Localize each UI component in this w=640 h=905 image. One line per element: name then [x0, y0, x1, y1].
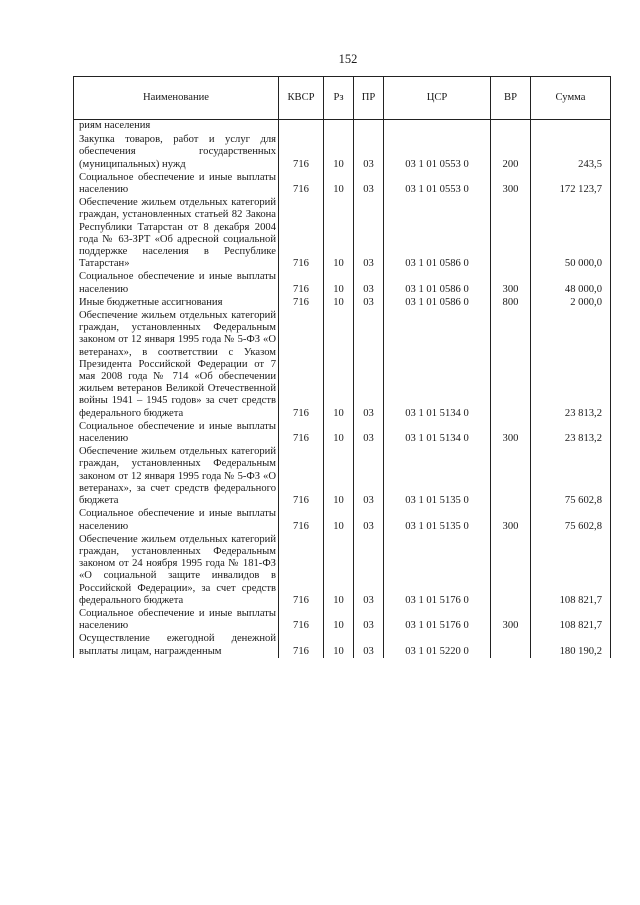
cell-kvsr: 716 [279, 133, 324, 171]
header-name: Наименование [74, 77, 279, 120]
cell-rz: 10 [324, 632, 354, 657]
cell-pr: 03 [354, 533, 384, 607]
cell-vr [491, 309, 531, 420]
cell-sum: 172 123,7 [531, 171, 611, 196]
cell-vr: 300 [491, 507, 531, 532]
cell-name: Социальное обеспечение и иные выплаты населению [74, 171, 279, 196]
cell-pr: 03 [354, 270, 384, 295]
cell-sum: 75 602,8 [531, 507, 611, 532]
cell-vr [491, 120, 531, 134]
table-body [74, 120, 611, 658]
cell-rz: 10 [324, 270, 354, 295]
cell-vr [491, 196, 531, 270]
cell-rz: 10 [324, 445, 354, 507]
cell-csr: 03 1 01 0586 0 [384, 196, 491, 270]
cell-sum: 23 813,2 [531, 420, 611, 445]
cell-rz: 10 [324, 296, 354, 309]
cell-rz: 10 [324, 507, 354, 532]
cell-vr: 800 [491, 296, 531, 309]
budget-table [73, 76, 611, 658]
cell-name: Обеспечение жильем отдельных категорий граждан, установленных статьей 82 Закона Республики Татарстан от 8 декабря 2004 года № 63-ЗРТ «Об адресной социальной поддержке населения в Республике Татарстан» [74, 196, 279, 270]
table-row [74, 133, 611, 171]
cell-sum: 180 190,2 [531, 632, 611, 657]
table-row [74, 171, 611, 196]
cell-csr: 03 1 01 5134 0 [384, 309, 491, 420]
cell-kvsr: 716 [279, 507, 324, 532]
header-pr: ПР [354, 77, 384, 120]
cell-rz: 10 [324, 533, 354, 607]
cell-pr [354, 120, 384, 134]
header-vr: ВР [491, 77, 531, 120]
cell-sum: 75 602,8 [531, 445, 611, 507]
cell-csr: 03 1 01 0586 0 [384, 296, 491, 309]
cell-kvsr: 716 [279, 445, 324, 507]
table-row [74, 420, 611, 445]
cell-sum: 108 821,7 [531, 533, 611, 607]
cell-rz: 10 [324, 309, 354, 420]
cell-pr: 03 [354, 309, 384, 420]
cell-sum: 48 000,0 [531, 270, 611, 295]
cell-vr [491, 533, 531, 607]
cell-csr: 03 1 01 0586 0 [384, 270, 491, 295]
cell-sum [531, 120, 611, 134]
cell-kvsr: 716 [279, 270, 324, 295]
cell-pr: 03 [354, 607, 384, 632]
cell-name: риям населения [74, 120, 279, 134]
table-row [74, 309, 611, 420]
cell-pr: 03 [354, 507, 384, 532]
cell-vr: 300 [491, 607, 531, 632]
cell-kvsr: 716 [279, 196, 324, 270]
cell-pr: 03 [354, 296, 384, 309]
cell-csr: 03 1 01 5220 0 [384, 632, 491, 657]
cell-name: Социальное обеспечение и иные выплаты населению [74, 270, 279, 295]
cell-vr: 200 [491, 133, 531, 171]
cell-pr: 03 [354, 632, 384, 657]
cell-vr [491, 445, 531, 507]
cell-pr: 03 [354, 445, 384, 507]
header-sum: Сумма [531, 77, 611, 120]
cell-rz: 10 [324, 196, 354, 270]
cell-pr: 03 [354, 171, 384, 196]
cell-csr: 03 1 01 0553 0 [384, 133, 491, 171]
cell-rz: 10 [324, 133, 354, 171]
cell-pr: 03 [354, 133, 384, 171]
cell-kvsr: 716 [279, 420, 324, 445]
cell-csr: 03 1 01 5176 0 [384, 533, 491, 607]
cell-vr: 300 [491, 270, 531, 295]
cell-vr: 300 [491, 420, 531, 445]
cell-csr: 03 1 01 5134 0 [384, 420, 491, 445]
cell-kvsr: 716 [279, 632, 324, 657]
cell-rz: 10 [324, 607, 354, 632]
cell-rz [324, 120, 354, 134]
cell-name: Обеспечение жильем отдельных категорий граждан, установленных Федеральным законом от 24 ноября 1995 года № 181-ФЗ «О социальной защите инвалидов в Российской Федерации», за счет средств федерального бюджета [74, 533, 279, 607]
cell-name: Иные бюджетные ассигнования [74, 296, 279, 309]
cell-name: Обеспечение жильем отдельных категорий граждан, установленных Федеральным законом от 12 января 1995 года № 5-ФЗ «О ветеранах», за счет средств федерального бюджета [74, 445, 279, 507]
header-csr: ЦСР [384, 77, 491, 120]
cell-csr: 03 1 01 5135 0 [384, 507, 491, 532]
cell-csr: 03 1 01 5176 0 [384, 607, 491, 632]
cell-pr: 03 [354, 420, 384, 445]
table-row [74, 533, 611, 607]
table-row [74, 632, 611, 657]
cell-sum: 243,5 [531, 133, 611, 171]
cell-kvsr: 716 [279, 533, 324, 607]
table-row [74, 507, 611, 532]
cell-kvsr: 716 [279, 309, 324, 420]
cell-csr: 03 1 01 5135 0 [384, 445, 491, 507]
table-row [74, 270, 611, 295]
cell-rz: 10 [324, 420, 354, 445]
cell-kvsr: 716 [279, 296, 324, 309]
table-row [74, 196, 611, 270]
cell-vr: 300 [491, 171, 531, 196]
cell-csr [384, 120, 491, 134]
header-rz: Рз [324, 77, 354, 120]
cell-name: Социальное обеспечение и иные выплаты населению [74, 607, 279, 632]
table-header-row [74, 77, 611, 120]
cell-sum: 23 813,2 [531, 309, 611, 420]
cell-name: Закупка товаров, работ и услуг для обеспечения государственных (муниципальных) нужд [74, 133, 279, 171]
table-row [74, 296, 611, 309]
cell-name: Обеспечение жильем отдельных категорий граждан, установленных Федеральным законом от 12 января 1995 года № 5-ФЗ «О ветеранах», в соответствии с Указом Президента Российской Федерации от 7 мая 2008 года № 714 «Об обеспечении жильем ветеранов Великой Отечественной войны 1941 – 1945 годов» за счет средств федерального бюджета [74, 309, 279, 420]
table-row [74, 607, 611, 632]
cell-kvsr: 716 [279, 607, 324, 632]
cell-kvsr [279, 120, 324, 134]
table-row [74, 120, 611, 134]
cell-pr: 03 [354, 196, 384, 270]
cell-kvsr: 716 [279, 171, 324, 196]
cell-sum: 108 821,7 [531, 607, 611, 632]
cell-csr: 03 1 01 0553 0 [384, 171, 491, 196]
cell-sum: 2 000,0 [531, 296, 611, 309]
cell-name: Социальное обеспечение и иные выплаты населению [74, 507, 279, 532]
cell-name: Социальное обеспечение и иные выплаты населению [74, 420, 279, 445]
cell-rz: 10 [324, 171, 354, 196]
cell-vr [491, 632, 531, 657]
page-number: 152 [338, 52, 358, 66]
cell-sum: 50 000,0 [531, 196, 611, 270]
table-row [74, 445, 611, 507]
header-kvsr: КВСР [279, 77, 324, 120]
cell-name: Осуществление ежегодной денежной выплаты лицам, награжденным [74, 632, 279, 657]
